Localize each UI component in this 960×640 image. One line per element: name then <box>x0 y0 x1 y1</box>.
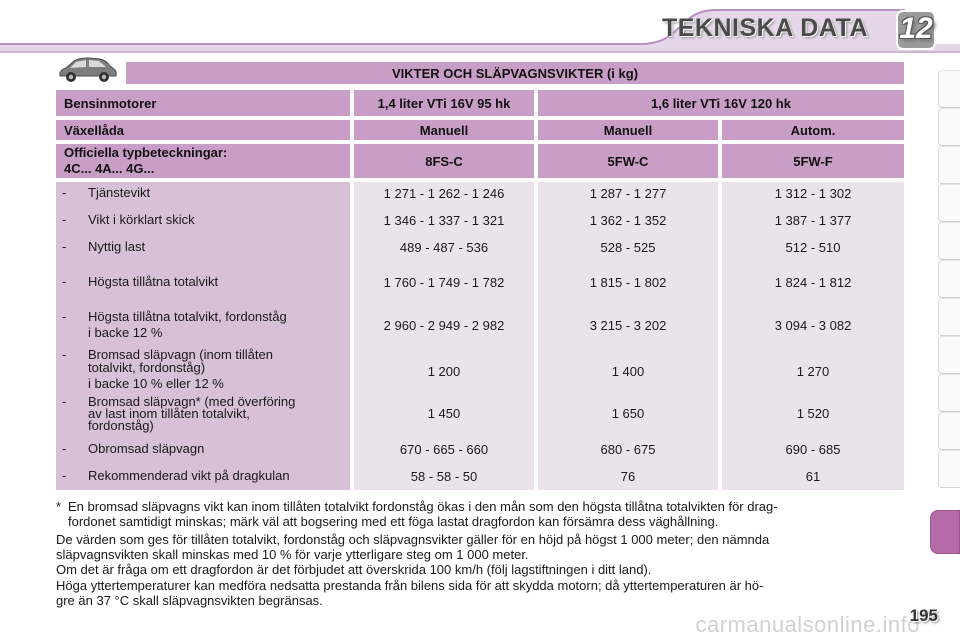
row-label: Bromsad släpvagn (inom tillåten <box>88 347 273 362</box>
row-value: 61 <box>805 469 821 484</box>
engine-2: 1,6 liter VTi 16V 120 hk <box>538 90 904 116</box>
chapter-tab[interactable] <box>938 260 960 298</box>
footnote-marker: * <box>56 499 62 514</box>
row-value: 1 270 <box>796 364 830 379</box>
row-value: 1 650 <box>611 406 645 421</box>
row-value: 3 215 - 3 202 <box>589 318 667 333</box>
row-value: 1 760 - 1 749 - 1 782 <box>383 275 505 290</box>
watermark: carmanualsonline.info <box>695 612 920 637</box>
typecode-label-line1: Officiella typbeteckningar: <box>64 145 228 160</box>
chapter-tab[interactable] <box>938 222 960 260</box>
chapter-tab[interactable] <box>938 450 960 488</box>
row-value: 1 312 - 1 302 <box>774 186 852 201</box>
chapter-tab[interactable] <box>938 374 960 412</box>
typecode-3: 5FW-F <box>722 144 904 178</box>
row-label: Bromsad släpvagn* (med överföring <box>88 394 296 409</box>
chapter-tab[interactable] <box>938 336 960 374</box>
row-value: 528 - 525 <box>600 240 656 255</box>
row-label: Nyttig last <box>88 239 146 254</box>
row-value: 489 - 487 - 536 <box>399 240 489 255</box>
chapter-tab[interactable] <box>938 298 960 336</box>
gearbox-3: Autom. <box>722 120 904 140</box>
chapter-tab[interactable] <box>938 412 960 450</box>
car-icon <box>56 56 118 84</box>
row-value: 1 450 <box>427 406 461 421</box>
footnote <box>68 500 906 529</box>
chapter-tab[interactable] <box>938 184 960 222</box>
row-label: Högsta tillåtna totalvikt <box>88 274 219 289</box>
row-value: 512 - 510 <box>785 240 841 255</box>
row-label: Högsta tillåtna totalvikt, fordonståg <box>88 309 287 324</box>
typecode-label <box>56 144 350 178</box>
paragraph-line: gre än 37 °C skall släpvagnsvikten begränsas. <box>56 592 323 608</box>
row-label: Tjänstevikt <box>88 185 151 200</box>
row-value: 1 271 - 1 262 - 1 246 <box>383 186 505 201</box>
row-value: 58 - 58 - 50 <box>410 469 478 484</box>
row-value: 690 - 685 <box>785 442 841 457</box>
row-label: fordonståg) <box>88 418 154 433</box>
page-number: 195 <box>909 606 938 625</box>
row-value: 1 400 <box>611 364 645 379</box>
row-value: 1 824 - 1 812 <box>774 275 852 290</box>
section-title: TEKNISKA DATA <box>661 14 868 42</box>
chapter-number: 12 <box>899 12 933 45</box>
row-label: Vikt i körklart skick <box>88 212 195 227</box>
chapter-tab-rail <box>932 70 960 590</box>
footnote-line: En bromsad släpvagns vikt kan inom tillåten totalvikt fordonståg ökas i den mån som den högsta tillåtna totalvikten för drag- <box>68 499 778 514</box>
chapter-tab[interactable] <box>938 108 960 146</box>
page-header <box>0 0 960 58</box>
paragraph-temperature <box>56 579 906 608</box>
row-label: Obromsad släpvagn <box>88 441 205 456</box>
row-label: Rekommenderad vikt på dragkulan <box>88 468 290 483</box>
typecode-label-line2: 4C... 4A... 4G... <box>64 161 155 176</box>
row-value: 1 346 - 1 337 - 1 321 <box>383 213 505 228</box>
table-title: VIKTER OCH SLÄPVAGNSVIKTER (i kg) <box>126 62 904 84</box>
row-label: i backe 10 % eller 12 % <box>88 376 224 391</box>
paragraph-line: släpvagnsvikten skall minskas med 10 % för varje ytterligare steg om 1 000 meter. <box>56 546 529 562</box>
row-value: 1 362 - 1 352 <box>589 213 667 228</box>
typecode-2: 5FW-C <box>538 144 718 178</box>
chapter-tab[interactable] <box>938 146 960 184</box>
footnote-line: fordonet samtidigt minskas; märk väl att bogsering med ett föga lastat dragfordon kan försämra dess väghållning. <box>68 513 719 529</box>
chapter-tab[interactable] <box>938 70 960 108</box>
paragraph-altitude <box>56 533 906 562</box>
gearbox-label: Växellåda <box>56 120 350 140</box>
row-value: 1 815 - 1 802 <box>589 275 667 290</box>
row-value: 76 <box>620 469 636 484</box>
row-value: 1 200 <box>427 364 461 379</box>
row-value: 670 - 665 - 660 <box>399 442 489 457</box>
paragraph-speed: Om det är fråga om ett dragfordon är det förbjudet att överskrida 100 km/h (följ lagstiftningen i ditt land). <box>56 562 652 577</box>
paragraph-line: De värden som ges för tillåten totalvikt, fordonståg och släpvagnsvikter gäller för en höjd på högst 1 000 meter; den nämnda <box>56 532 770 547</box>
row-label: totalvikt, fordonståg) <box>88 360 206 375</box>
row-value: 1 287 - 1 277 <box>589 186 667 201</box>
paragraph-line: Höga yttertemperaturer kan medföra nedsatta prestanda från bilens sida för att skydda motorn; då yttertemperaturen är hö- <box>56 578 764 593</box>
engine-label: Bensinmotorer <box>56 90 350 116</box>
typecode-1: 8FS-C <box>354 144 534 178</box>
row-value: 1 520 <box>796 406 830 421</box>
engine-1: 1,4 liter VTi 16V 95 hk <box>354 90 534 116</box>
gearbox-2: Manuell <box>538 120 718 140</box>
row-value: 680 - 675 <box>600 442 656 457</box>
chapter-badge <box>894 8 938 52</box>
row-value: 1 387 - 1 377 <box>774 213 852 228</box>
chapter-tab-active[interactable] <box>930 510 960 554</box>
row-value: 2 960 - 2 949 - 2 982 <box>383 318 505 333</box>
row-value: 3 094 - 3 082 <box>774 318 852 333</box>
row-label: i backe 12 % <box>88 325 163 340</box>
gearbox-1: Manuell <box>354 120 534 140</box>
row-label: av last inom tillåten totalvikt, <box>88 406 250 421</box>
